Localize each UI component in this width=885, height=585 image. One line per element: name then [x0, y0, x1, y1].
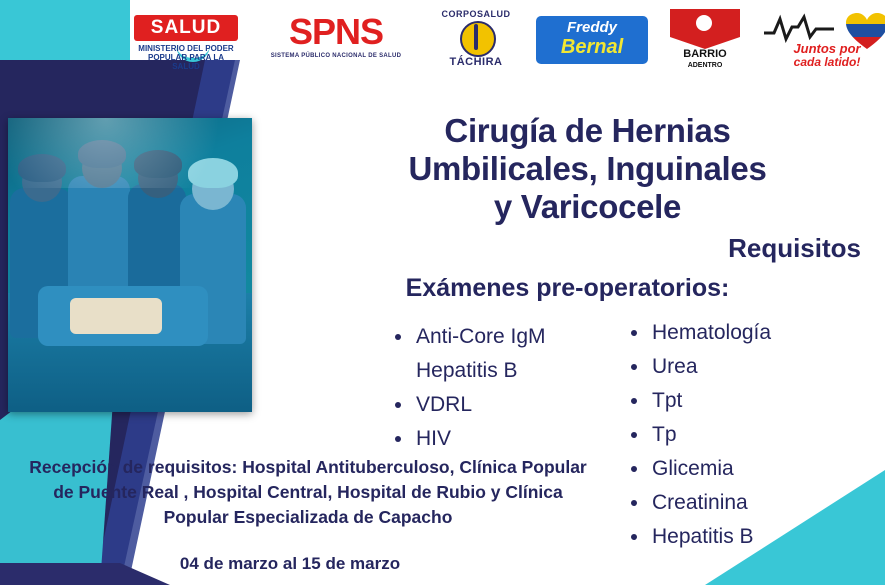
salud-logo-badge: SALUD: [134, 15, 238, 41]
juntos-logo-line1: Juntos por: [793, 41, 861, 56]
juntos-por-cada-latido-logo: [762, 9, 885, 71]
corposalud-logo-bottom-text: TÁCHIRA: [449, 56, 503, 68]
list-item: • Hematología: [650, 316, 878, 350]
surgery-photo: [8, 118, 252, 412]
list-item: • Anti-Core IgM: [414, 320, 632, 354]
freddy-bernal-logo-line2: Bernal: [560, 36, 624, 58]
spns-logo-subtitle: SISTEMA PÚBLICO NACIONAL DE SALUD: [270, 53, 402, 59]
salud-logo: [130, 11, 242, 69]
list-item: • Glicemia: [650, 452, 878, 486]
barrio-adentro-logo: [662, 9, 748, 71]
freddy-bernal-logo-line1: Freddy: [566, 19, 617, 36]
salud-logo-subtitle: MINISTERIO DEL PODER POPULAR PARA LA SALUD: [138, 44, 234, 71]
reception-info: Recepción de requisitos: Hospital Antituberculoso, Clínica Popular de Puente Real , Hospital Central, Hospital de Rubio y Clínica Popular Especializada de Capacho: [29, 457, 587, 527]
juntos-logo-line2: cada latido!: [793, 55, 861, 69]
photo-light-glow: [8, 118, 252, 188]
list-item: • Tpt: [650, 384, 878, 418]
examenes-heading: Exámenes pre-operatorios:: [405, 274, 730, 302]
list-item: Hepatitis B: [416, 359, 518, 382]
exams-column-left: [392, 320, 632, 456]
page-title-line3: y Varicocele: [493, 188, 682, 225]
corposalud-logo: [430, 9, 522, 71]
person-icon: [696, 15, 712, 31]
photo-surgical-field: [70, 298, 162, 334]
list-item: • VDRL: [414, 388, 632, 422]
page-title-line1: Cirugía de Hernias: [444, 112, 731, 149]
heartbeat-line-icon: [764, 13, 834, 43]
list-item: • Urea: [650, 350, 878, 384]
corposalud-logo-top-text: CORPOSALUD: [441, 9, 511, 19]
corposalud-circle-icon: [460, 21, 496, 57]
exams-column-right: [628, 316, 878, 554]
date-range: 04 de marzo al 15 de marzo: [179, 554, 401, 573]
list-item: • Tp: [650, 418, 878, 452]
spns-logo: [256, 11, 416, 69]
requisitos-heading: Requisitos: [728, 233, 861, 263]
freddy-bernal-logo: [536, 14, 648, 66]
list-item: • HIV: [414, 422, 632, 456]
barrio-adentro-logo-text: [662, 49, 748, 71]
asclepius-rod-icon: [474, 24, 478, 50]
barrio-adentro-line1: BARRIO: [683, 48, 727, 60]
list-item: • Creatinina: [650, 486, 878, 520]
spns-logo-acronym: SPNS: [288, 11, 384, 52]
logo-row: [120, 4, 885, 76]
list-item: • Hepatitis B: [650, 520, 878, 554]
page-title: [300, 112, 875, 226]
barrio-adentro-line2: ADENTRO: [687, 62, 723, 69]
page-title-line2: Umbilicales, Inguinales: [408, 150, 767, 187]
